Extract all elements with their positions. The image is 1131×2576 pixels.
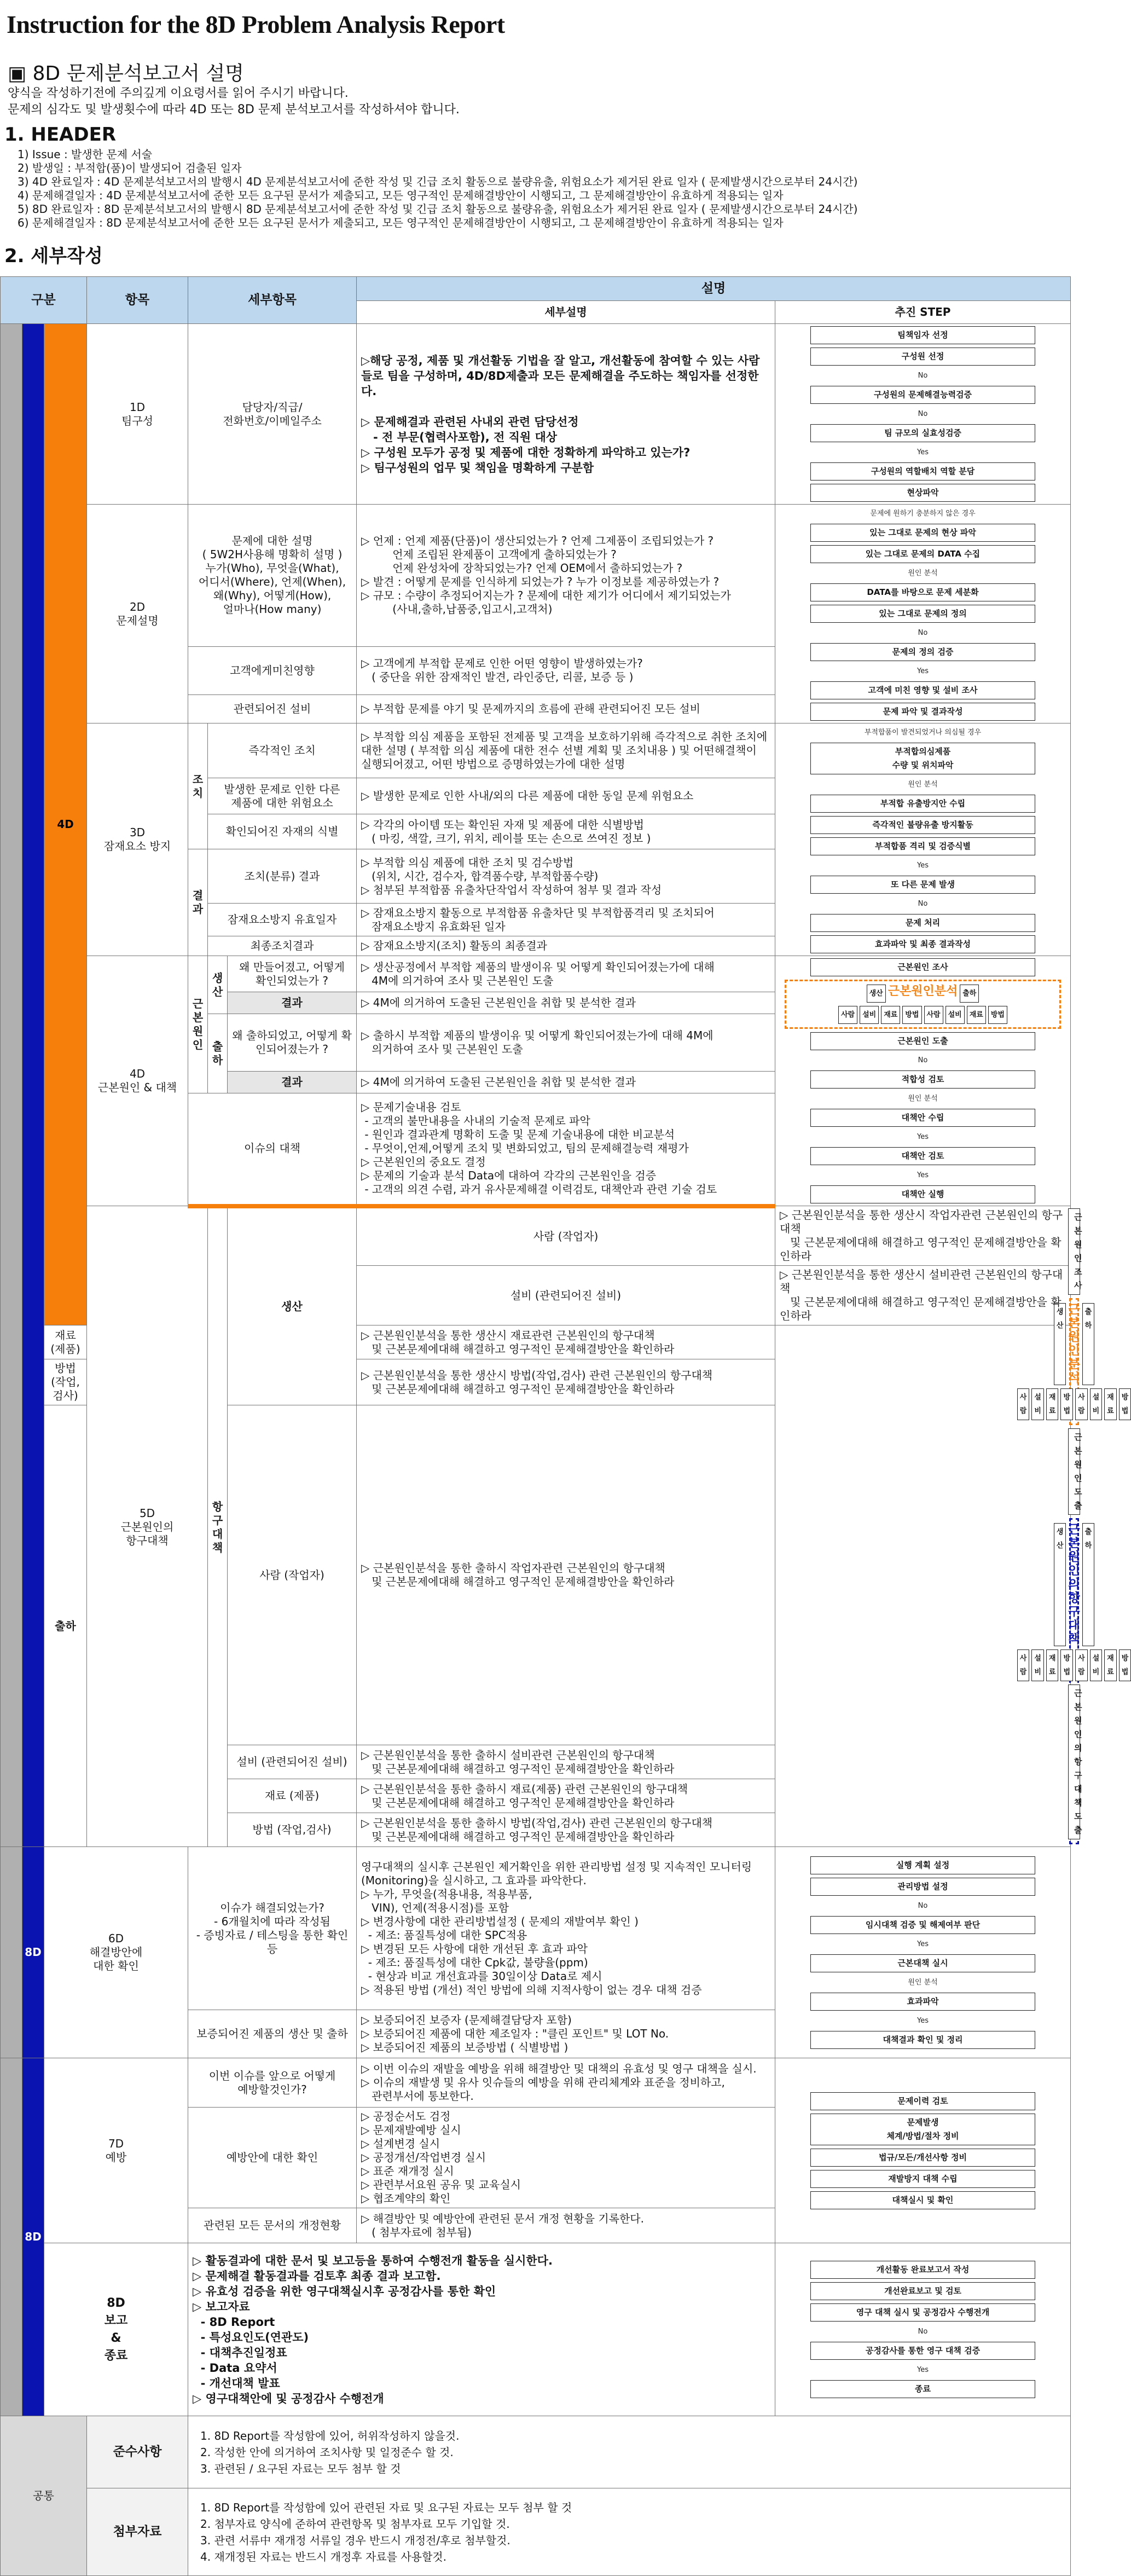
d4-desc: ▷ 출하시 부적합 제품의 발생이유 및 어떻게 확인되어졌는가에 대해 4M에 의거하여 조사 및 근본원인 도출 <box>357 1014 775 1072</box>
header-items-list <box>18 148 857 230</box>
d2-steps <box>775 505 1071 723</box>
d5-desc: ▷ 근본원인분석을 통한 출하시 작업자관련 근본원인의 항구대책 및 근본문제에대해 해결하고 영구적인 문제해결방안을 확인하라 <box>357 1405 775 1745</box>
d4-desc: ▷ 4M에 의거하여 도출된 근본원인을 취합 및 분석한 결과 <box>357 1072 775 1093</box>
d6-steps <box>775 1847 1071 2058</box>
flow-box: 근본원인 도출 <box>810 1032 1035 1050</box>
intro-text <box>8 85 460 118</box>
common-band: 공통 <box>1 2416 87 2576</box>
sub-title: ▣ 8D 문제분석보고서 설명 <box>8 62 244 85</box>
d5-detail: 설비 (관련되어진 설비) <box>228 1745 357 1779</box>
header-category: 구분 <box>1 277 87 324</box>
d4-detail: 결과 <box>228 1072 357 1093</box>
band-8d-lower: 8D <box>22 2058 44 2416</box>
flow-note: 원인 분석 <box>908 569 938 577</box>
flow-box: 대책실시 및 확인 <box>810 2191 1035 2209</box>
flow-box: 재발방지 대책 수립 <box>810 2170 1035 2188</box>
4m-box: 재료 <box>1046 1388 1059 1420</box>
flow-box: 문제의 정의 검증 <box>810 643 1035 661</box>
flow-box: 임시대책 검증 및 해제여부 판단 <box>810 1916 1035 1934</box>
d6-item: 6D 해결방안에 대한 확인 <box>44 1847 188 2058</box>
flow-box: 근본대책 실시 <box>810 1954 1035 1972</box>
d5-detail: 사람 (작업자) <box>357 1206 775 1266</box>
root-cause-group <box>785 980 1062 1029</box>
page-title: Instruction for the 8D Problem Analysis Report <box>7 10 505 38</box>
flow-note: No <box>918 410 928 418</box>
4m-box: 사람 <box>1075 1388 1088 1420</box>
flow-box: 또 다른 문제 발생 <box>810 876 1035 894</box>
flow-note: 부적합품이 발견되었거나 의심될 경우 <box>864 728 982 737</box>
d2-desc: ▷ 부적합 문제를 야기 및 문제까지의 흐름에 관해 관련되어진 모든 설비 <box>357 695 775 723</box>
flow-box: 문제발생 체계/방법/절차 정비 <box>810 2114 1035 2145</box>
d2-detail: 관련되어진 설비 <box>188 695 357 723</box>
d7-item: 7D 예방 <box>44 2058 188 2243</box>
gray-band <box>1 2058 22 2416</box>
band-4d: 4D <box>44 324 87 1325</box>
flow-box: 영구 대책 실시 및 공정감사 수행전개 <box>810 2303 1035 2322</box>
flow-note: Yes <box>917 2016 929 2025</box>
header-detail-item: 세부항목 <box>188 277 357 324</box>
d5-desc: ▷ 근본원인분석을 통한 생산시 방법(작업,검사) 관련 근본원인의 항구대책 및 근본문제에대해 해결하고 영구적인 문제해결방안을 확인하라 <box>357 1359 775 1405</box>
d3-desc: ▷ 잠재요소방지(조치) 활동의 최종결과 <box>357 936 775 956</box>
header-item: 항목 <box>87 277 188 324</box>
flow-note: Yes <box>917 861 929 870</box>
4m-box: 설비 <box>1031 1649 1044 1681</box>
d5-detail: 방법 (작업,검사) <box>228 1813 357 1847</box>
d7-desc: ▷ 이번 이슈의 재발을 예방을 위해 해결방안 및 대책의 유효성 및 영구 대책을 실시. ▷ 이슈의 재발생 및 유사 잇슈들의 예방을 위해 관리체계와 표준을 정비하고, 관련부서에 통보한다. <box>357 2058 775 2108</box>
d7-detail: 이번 이슈를 앞으로 어떻게 예방할것인가? <box>188 2058 357 2108</box>
attachments-items <box>188 2488 1071 2576</box>
d3-desc: ▷ 부적합 의심 제품에 대한 조치 및 검수방법 (위치, 시간, 검수자, 합격품수량, 부적합품수량) ▷ 첨부된 부적합품 유출차단작업서 작성하여 첨부 및 결과 작성 <box>357 849 775 904</box>
4m-box: 설비 <box>1090 1388 1103 1420</box>
d6-detail: 보증되어진 제품의 생산 및 출하 <box>188 2010 357 2058</box>
attachment-item: 1. 8D Report를 작성함에 있어 관련된 자료 및 요구된 자료는 모두 첨부 할 것 <box>200 2500 572 2514</box>
4m-box: 사람 <box>838 1006 857 1024</box>
ship-box: 출하 <box>1082 1303 1095 1385</box>
d4-detail: 왜 만들어졌고, 어떻게 확인되었는가 ? <box>228 956 357 992</box>
d3-desc: ▷ 발생한 문제로 인한 사내/외의 다른 제품에 대한 동일 문제 위험요소 <box>357 778 775 814</box>
flow-box: 공정감사를 통한 영구 대책 검증 <box>810 2342 1035 2360</box>
header-section-title: 1. HEADER <box>4 124 117 146</box>
header-detail-desc: 세부설명 <box>357 301 775 324</box>
gray-band <box>1 324 22 1847</box>
flow-box: 문제 처리 <box>810 914 1035 932</box>
header-explain: 설명 <box>357 277 1071 301</box>
4m-box: 재료 <box>1104 1388 1117 1420</box>
d5-desc: ▷ 근본원인분석을 통한 출하시 재료(제품) 관련 근본원인의 항구대책 및 근본문제에대해 해결하고 영구적인 문제해결방안을 확인하라 <box>357 1779 775 1813</box>
detail-section-title: 2. 세부작성 <box>4 245 103 267</box>
4m-box: 방법 <box>902 1006 921 1024</box>
d3-detail: 조치(분류) 결과 <box>208 849 357 904</box>
d4-detail: 이슈의 대책 <box>188 1093 357 1206</box>
flow-box: 구성원 선정 <box>810 348 1035 366</box>
header-item: 1) Issue : 발생한 문제 서술 <box>18 148 153 161</box>
instruction-table <box>0 276 1129 2576</box>
d2-desc: ▷ 고객에게 부적합 문제로 인한 어떤 영향이 발생하였는가? ( 중단을 위한 잠재적인 발견, 라인중단, 리콜, 보증 등 ) <box>357 646 775 694</box>
flow-box: 부적합품 격리 및 검증식별 <box>810 837 1035 855</box>
prod-box: 생산 <box>1054 1303 1066 1385</box>
flow-box: 문제 파악 및 결과작성 <box>810 703 1035 721</box>
flow-box: 있는 그대로 문제의 현상 파악 <box>810 524 1035 542</box>
d4-group-prod: 생산 <box>208 956 228 1014</box>
flow-box: 적합성 검토 <box>810 1070 1035 1089</box>
flow-note: No <box>918 900 928 908</box>
flow-box: 있는 그대로 문제의 정의 <box>810 605 1035 623</box>
flow-note: Yes <box>917 1133 929 1141</box>
band-8d-label: 8D <box>22 1847 44 2058</box>
d5-detail: 재료 (제품) <box>44 1325 87 1359</box>
header-item: 3) 4D 완료일자 : 4D 문제분석보고서의 발행시 4D 문제분석보고서에 준한 작성 및 긴급 조치 활동으로 불량유출, 위험요소가 제거된 완료 일자 ( 문제발생시간으로부터 24시간) <box>18 175 858 188</box>
d4-item: 4D 근본원인 & 대책 <box>87 956 188 1206</box>
flow-box: 근본원인 조사 <box>810 958 1035 976</box>
flow-box: 효과파악 및 최종 결과작성 <box>810 935 1035 953</box>
d8-item: 8D 보고 & 종료 <box>44 2243 188 2416</box>
header-item: 6) 문제해결일자 : 8D 문제분석보고서에 준한 모든 요구된 문서가 제출되고, 모든 영구적인 문제해결방안이 시행되고, 그 문제해결방안이 유효하게 적용되는 일자 <box>18 216 784 229</box>
4m-box: 설비 <box>1031 1388 1044 1420</box>
4m-box: 방법 <box>1119 1388 1131 1420</box>
header-item: 4) 문제해결일자 : 4D 문제분석보고서에 준한 모든 요구된 문서가 제출되고, 모든 영구적인 문제해결방안이 시행되고, 그 문제해결방안이 유효하게 적용되는 일자 <box>18 189 784 202</box>
flow-box: 부적합 유출방지안 수립 <box>810 795 1035 813</box>
header-item: 5) 8D 완료일자 : 8D 문제분석보고서의 발행시 8D 문제분석보고서에 준한 작성 및 긴급 조치 활동으로 불량유출, 위험요소가 제거된 완료 일자 ( 문제발생시간으로부터 24시간) <box>18 202 858 216</box>
attachments-label: 첨부자료 <box>87 2488 188 2576</box>
4m-box: 방법 <box>1060 1649 1073 1681</box>
compliance-items <box>188 2416 1071 2488</box>
d3-desc: ▷ 각각의 아이템 또는 확인된 자재 및 제품에 대한 식별방법 ( 마킹, 색깔, 크기, 위치, 레이블 또는 손으로 쓰여진 정보 ) <box>357 814 775 849</box>
d7-detail: 예방안에 대한 확인 <box>188 2108 357 2208</box>
flow-box: 법규/모든/개선사항 정비 <box>810 2149 1035 2167</box>
d5-group-perm: 항구대책 <box>208 1206 228 1847</box>
d3-detail: 확인되어진 자재의 식별 <box>208 814 357 849</box>
d1-steps <box>775 324 1071 505</box>
compliance-item: 1. 8D Report를 작성함에 있어, 허위작성하지 않을것. <box>200 2429 460 2442</box>
flow-note: Yes <box>917 448 929 456</box>
d1-desc: ▷해당 공정, 제품 및 개선활동 기법을 잘 알고, 개선활동에 참여할 수 있는 사람들로 팀을 구성하며, 4D/8D제출과 모든 문제해결을 주도하는 책임자를 선정한다. ▷ 문제해결과 관련된 사내외 관련 담당선정 - 전 부문(협력사포함), 전 직원 대상 ▷ 구성원 모두가 공정 및 제품에 대한 정확하게 파악하고 있는가? ▷ 팀구성원의 업무 및 책임을 명확하게 구분함 <box>357 324 775 505</box>
d5-desc: ▷ 근본원인분석을 통한 출하시 설비관련 근본원인의 항구대책 및 근본문제에대해 해결하고 영구적인 문제해결방안을 확인하라 <box>357 1745 775 1779</box>
flow-box: 대책안 검토 <box>810 1147 1035 1165</box>
gray-band <box>1 1847 22 2058</box>
d2-detail: 고객에게미친영향 <box>188 646 357 694</box>
d3-detail: 즉각적인 조치 <box>208 723 357 778</box>
d5-group-ship: 출하 <box>44 1405 87 1847</box>
prod-box: 생산 <box>1054 1523 1066 1646</box>
flow-box: 문제이력 검토 <box>810 2092 1035 2110</box>
4m-box: 재료 <box>1104 1649 1117 1681</box>
d3-group-action: 조치 <box>188 723 208 849</box>
header-step: 추진 STEP <box>775 301 1071 324</box>
flow-note: No <box>918 1056 928 1064</box>
d7-steps <box>775 2058 1071 2243</box>
d3-steps <box>775 723 1071 956</box>
d7-detail: 관련된 모든 문서의 개정현황 <box>188 2208 357 2243</box>
attachment-item: 4. 재개정된 자료는 반드시 개정후 자료를 사용할것. <box>200 2550 446 2563</box>
flow-box: 실행 계획 설정 <box>810 1856 1035 1874</box>
d4-desc: ▷ 문제기술내용 검토 - 고객의 불만내용을 사내의 기술적 문제로 파악 - 원인과 결과관계 명확히 도출 및 문제 기술내용에 대한 비교분석 - 무엇이,언제,어떻게 조치 및 변화되었고, 팀의 문제해결능력 재평가 ▷ 근본원인의 중요도 결정 ▷ 문제의 기술과 분석 Data에 대하여 각각의 근본원인을 검증 - 고객의 의견 수렴, 과거 유사문제해결 이력검토, 대책안과 관련 기술 검토 <box>357 1093 775 1206</box>
d6-detail: 이슈가 해결되었는가? - 6개월치에 따라 작성됨 - 증빙자료 / 테스팅을 통한 확인등 <box>188 1847 357 2010</box>
intro-line: 문제의 심각도 및 발생횟수에 따라 4D 또는 8D 문제 분석보고서를 작성하셔야 합니다. <box>8 103 460 117</box>
d5-detail: 설비 (관련되어진 설비) <box>357 1266 775 1325</box>
d5-detail: 방법 (작업,검사) <box>44 1359 87 1405</box>
flow-box: 구성원의 문제해결능력검증 <box>810 386 1035 404</box>
d4-desc: ▷ 4M에 의거하여 도출된 근본원인을 취합 및 분석한 결과 <box>357 992 775 1014</box>
group-title: 근본원인의 항구대책 <box>1068 1523 1080 1646</box>
flow-note: 원인 분석 <box>908 780 938 789</box>
flow-note: Yes <box>917 2366 929 2374</box>
d3-detail: 잠재요소방지 유효일자 <box>208 904 357 936</box>
flow-note: Yes <box>917 1940 929 1948</box>
flow-box: 관리방법 설정 <box>810 1878 1035 1896</box>
4m-box: 재료 <box>881 1006 900 1024</box>
d6-desc: ▷ 보증되어진 보증자 (문제해결담당자 포함) ▷ 보증되어진 제품에 대한 제조일자 : "클린 포인트" 및 LOT No. ▷ 보증되어진 제품의 보증방법 ( 식별방법 ) <box>357 2010 775 2058</box>
d7-desc: ▷ 해결방안 및 예방안에 관련된 문서 개정 현황을 기록한다. ( 첨부자료에 첨부됨) <box>357 2208 775 2243</box>
ship-box: 출하 <box>960 985 979 1003</box>
d5-desc: ▷ 근본원인분석을 통한 출하시 방법(작업,검사) 관련 근본원인의 항구대책 및 근본문제에대해 해결하고 영구적인 문제해결방안을 확인하라 <box>357 1813 775 1847</box>
flow-note: 문제에 원하기 충분하지 않은 경우 <box>870 510 976 518</box>
d2-item: 2D 문제설명 <box>87 505 188 723</box>
4m-box: 설비 <box>1090 1649 1103 1681</box>
flow-box: 있는 그대로 문제의 DATA 수집 <box>810 545 1035 563</box>
d3-item: 3D 잠재요소 방지 <box>87 723 188 956</box>
intro-line: 양식을 작성하기전에 주의깊게 이요령서를 읽어 주시기 바랍니다. <box>8 86 349 100</box>
flow-note: No <box>918 2328 928 2336</box>
d5-detail: 사람 (작업자) <box>228 1405 357 1745</box>
compliance-item: 2. 작성한 안에 의거하여 조치사항 및 일정준수 할 것. <box>200 2445 454 2459</box>
d5-desc: ▷ 근본원인분석을 통한 생산시 설비관련 근본원인의 항구대책 및 근본문제에대해 해결하고 영구적인 문제해결방안을 확인하라 <box>775 1266 1071 1325</box>
ship-box: 출하 <box>1082 1523 1095 1646</box>
d1-detail: 담당자/직급/ 전화번호/이메일주소 <box>188 324 357 505</box>
flow-box: 개선완료보고 및 검토 <box>810 2282 1035 2300</box>
d3-detail: 최종조치결과 <box>208 936 357 956</box>
4m-box: 설비 <box>946 1006 965 1024</box>
4m-box: 사람 <box>1017 1388 1030 1420</box>
flow-box: 근본원인 도출 <box>1068 1428 1080 1515</box>
d4-group-ship: 출하 <box>208 1014 228 1093</box>
flow-box: 구성원의 역할배치 역할 분담 <box>810 462 1035 481</box>
flow-box: 팀책임자 선정 <box>810 326 1035 344</box>
flow-note: No <box>918 629 928 637</box>
d4-desc: ▷ 생산공정에서 부적합 제품의 발생이유 및 어떻게 확인되어졌는가에 대해 4M에 의거하여 조사 및 근본원인 도출 <box>357 956 775 992</box>
d8-steps <box>775 2243 1071 2416</box>
compliance-item: 3. 관련된 / 요구된 자료는 모두 첨부 할 것 <box>200 2462 401 2475</box>
4m-box: 방법 <box>1060 1388 1073 1420</box>
d3-desc: ▷ 부적합 의심 제품을 포함된 전제품 및 고객을 보호하기위해 즉각적으로 취한 조치에 대한 설명 ( 부적합 의심 제품에 대한 전수 선별 계획 및 조치내용 ) 및 어떤해결책이 실행되어졌고, 어떤 방법으로 증명하였는가에 대한 설명 <box>357 723 775 778</box>
flow-box: 고객에 미친 영향 및 설비 조사 <box>810 681 1035 699</box>
d4-steps <box>775 956 1071 1206</box>
compliance-label: 준수사항 <box>87 2416 188 2488</box>
4m-box: 사람 <box>1075 1649 1088 1681</box>
flow-box: 종료 <box>810 2380 1035 2398</box>
group-title: 근본원인분석 <box>888 985 958 998</box>
d2-desc: ▷ 언제 : 언제 제품(단품)이 생산되었는가 ? 언제 그제품이 조립되었는가 ? 언제 조립된 완제품이 고객에게 출하되었는가 ? 언제 완성차에 장착되었는가? 언제 OEM에서 출하되었는가 ? ▷ 발견 : 어떻게 문제를 인식하게 되었는가 ? 누가 이정보를 제공하였는가 ? ▷ 규모 : 수량이 추정되어지는가 ? 문제에 대한 제기가 어디에서 제기되었는가 (사내,출하,납품중,입고시,고객처) <box>357 505 775 647</box>
d4-detail: 결과 <box>228 992 357 1014</box>
d5-detail: 재료 (제품) <box>228 1779 357 1813</box>
perm-action-group <box>1019 1518 1129 1844</box>
flow-note: Yes <box>917 1171 929 1179</box>
d5-item: 5D 근본원인의 항구대책 <box>87 1206 208 1847</box>
flow-note: 원인 분석 <box>908 1978 938 1987</box>
flow-box: 현상파악 <box>810 484 1035 502</box>
d3-desc: ▷ 잠재요소방지 활동으로 부적합품 유출차단 및 부적합품격리 및 조치되어 잠재요소방지 유효화된 일자 <box>357 904 775 936</box>
4m-box: 사람 <box>924 1006 943 1024</box>
flow-box: DATA를 바탕으로 문제 세분화 <box>810 583 1035 601</box>
d4-group-root: 근본원인 <box>188 956 208 1093</box>
flow-note: 원인 분석 <box>908 1095 938 1103</box>
4m-box: 방법 <box>1119 1649 1131 1681</box>
flow-box: 대책안 수립 <box>810 1109 1035 1127</box>
d5-desc: ▷ 근본원인분석을 통한 생산시 작업자관련 근본원인의 항구대책 및 근본문제에대해 해결하고 영구적인 문제해결방안을 확인하라 <box>775 1206 1071 1266</box>
flow-box: 대책안 실행 <box>810 1185 1035 1203</box>
band-8d-upper <box>22 324 44 1847</box>
d3-group-result: 결과 <box>188 849 208 956</box>
d1-item: 1D 팀구성 <box>87 324 188 505</box>
attachment-item: 2. 첨부자료 양식에 준하여 관련항목 및 첨부자료 모두 기입할 것. <box>200 2517 510 2531</box>
d2-detail: 문제에 대한 설명 ( 5W2H사용해 명확히 설명 ) 누가(Who), 무엇을(What), 어디서(Where), 언제(When), 왜(Why), 어떻게(How), 얼마나(How many) <box>188 505 357 647</box>
flow-note: Yes <box>917 667 929 675</box>
flow-box: 즉각적인 불량유출 방지활동 <box>810 816 1035 834</box>
flow-box: 근본원인의 항구대책 도출 <box>1068 1684 1080 1839</box>
group-title: 근본원인분석 <box>1068 1303 1080 1385</box>
prod-box: 생산 <box>867 985 886 1003</box>
flow-box: 근본원인 조사 <box>1068 1208 1080 1295</box>
d5-desc: ▷ 근본원인분석을 통한 생산시 재료관련 근본원인의 항구대책 및 근본문제에대해 해결하고 영구적인 문제해결방안을 확인하라 <box>357 1325 775 1359</box>
d8-desc: ▷ 활동결과에 대한 문서 및 보고등을 통하여 수행전개 활동을 실시한다. ▷ 문제해결 활동결과를 검토후 최종 결과 보고함. ▷ 유효성 검증을 위한 영구대책실시후 공정감사를 통한 확인 ▷ 보고자료 - 8D Report - 특성요인도(연관도) - 대책추진일정표 - Data 요약서 - 개선대책 발표 ▷ 영구대책안에 및 공정감사 수행전개 <box>188 2243 775 2416</box>
root-cause-group <box>1019 1298 1129 1425</box>
4m-box: 재료 <box>1046 1649 1059 1681</box>
flow-box: 부적합의심제품 수량 및 위치파악 <box>810 743 1035 774</box>
flow-note: No <box>918 1901 928 1910</box>
attachment-item: 3. 관련 서류中 재개정 서류일 경우 반드시 개정전/후로 첨부할것. <box>200 2533 511 2547</box>
d4-detail: 왜 출하되었고, 어떻게 확 인되어졌는가 ? <box>228 1014 357 1072</box>
4m-box: 방법 <box>988 1006 1007 1024</box>
flow-box: 효과파악 <box>810 1993 1035 2011</box>
d3-detail: 발생한 문제로 인한 다른 제품에 대한 위험요소 <box>208 778 357 814</box>
flow-box: 개선활동 완료보고서 작성 <box>810 2261 1035 2279</box>
flow-box: 대책결과 확인 및 정리 <box>810 2031 1035 2049</box>
d7-desc: ▷ 공정순서도 검정 ▷ 문제재발예방 실시 ▷ 설계변경 실시 ▷ 공정개선/작업변경 실시 ▷ 표준 재개정 실시 ▷ 관련부서요원 공유 및 교육실시 ▷ 협조계약의 확인 <box>357 2108 775 2208</box>
header-item: 2) 발생일 : 부적합(품)이 발생되어 검출된 일자 <box>18 161 242 175</box>
4m-box: 사람 <box>1017 1649 1030 1681</box>
flow-note: No <box>918 372 928 380</box>
4m-box: 재료 <box>967 1006 986 1024</box>
4m-box: 설비 <box>860 1006 879 1024</box>
d5-group-prod: 생산 <box>228 1206 357 1405</box>
flow-box: 팀 규모의 실효성검증 <box>810 424 1035 442</box>
d6-desc: 영구대책의 실시후 근본원인 제거확인을 위한 관리방법 설정 및 지속적인 모니터링(Monitoring)을 실시하고, 그 효과를 파악한다. ▷ 누가, 무엇을(적용내용, 적용부품, VIN), 언제(적용시점)를 포함 ▷ 변경사항에 대한 관리방법설정 ( 문제의 재발여부 확인 ) - 제조: 품질특성에 대한 SPC적용 ▷ 변경된 모든 사항에 대한 개선된 후 효과 파악 - 제조: 품질특성에 대한 Cpk값, 불량율(ppm) - 현상과 비교 개선효과를 30일이상 Data로 제시 ▷ 적용된 방법 (개선) 적인 방법에 의해 지적사항이 없는 경우 대책 검증 <box>357 1847 775 2010</box>
